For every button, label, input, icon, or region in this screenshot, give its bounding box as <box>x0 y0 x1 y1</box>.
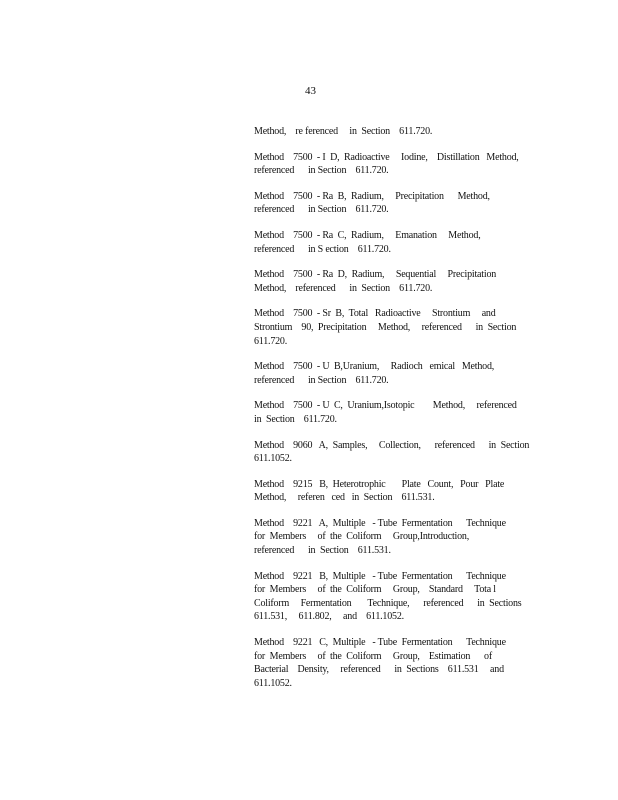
reference-entry <box>254 268 544 295</box>
reference-entry <box>254 439 544 466</box>
reference-entry <box>254 636 544 690</box>
entry-line: Method, referen ced in Section 611.531. <box>254 492 435 504</box>
entry-line: 611.1052. <box>254 453 292 465</box>
entry-line: Method 7500 - Ra D, Radium, Sequential Precipitation <box>254 269 497 281</box>
entry-line: referenced in Section 611.720. <box>254 374 389 386</box>
entry-line: Method 9221 C, Multiple - Tube Fermentation Technique <box>254 637 506 649</box>
reference-entry <box>254 360 544 387</box>
reference-entry <box>254 570 544 624</box>
entry-line: Method 7500 - Sr B, Total Radioactive Strontium and <box>254 308 496 320</box>
entry-line: referenced in S ection 611.720. <box>254 243 391 255</box>
reference-entry <box>254 151 544 178</box>
entry-line: referenced in Section 611.531. <box>254 545 391 557</box>
entry-line: Coliform Fermentation Technique, referenced in Sections <box>254 597 522 609</box>
entry-line: Method 9215 B, Heterotrophic Plate Count, Pour Plate <box>254 478 505 490</box>
entry-line: Method 7500 - U B,Uranium, Radioch emical Method, <box>254 361 495 373</box>
entry-line: Method 7500 - Ra B, Radium, Precipitation Method, <box>254 190 490 202</box>
entry-line: for Members of the Coliform Group, Estimation of <box>254 650 492 662</box>
entry-line: for Members of the Coliform Group,Introduction, <box>254 531 470 543</box>
reference-list <box>254 125 544 702</box>
entry-line: Method 9221 B, Multiple - Tube Fermentation Technique <box>254 570 506 582</box>
entry-line: Method 9221 A, Multiple - Tube Fermentation Technique <box>254 517 506 529</box>
entry-line: Method, referenced in Section 611.720. <box>254 282 433 294</box>
entry-line: Method 7500 - I D, Radioactive Iodine, Distillation Method, <box>254 151 519 163</box>
entry-line: in Section 611.720. <box>254 413 337 425</box>
entry-line: Bacterial Density, referenced in Sections 611.531 and <box>254 664 504 676</box>
entry-line: Method 7500 - U C, Uranium,Isotopic Method, referenced <box>254 400 517 412</box>
entry-line: referenced in Section 611.720. <box>254 204 389 216</box>
entry-line: Strontium 90, Precipitation Method, referenced in Section <box>254 321 517 333</box>
reference-entry <box>254 229 544 256</box>
reference-entry <box>254 125 544 139</box>
entry-line: referenced in Section 611.720. <box>254 165 389 177</box>
entry-line: Method 9060 A, Samples, Collection, referenced in Section <box>254 439 530 451</box>
reference-entry <box>254 307 544 348</box>
entry-line: 611.531, 611.802, and 611.1052. <box>254 611 404 623</box>
reference-entry <box>254 399 544 426</box>
entry-line: for Members of the Coliform Group, Standard Tota l <box>254 584 496 596</box>
page-number: 43 <box>305 85 316 97</box>
entry-line: Method 7500 - Ra C, Radium, Emanation Method, <box>254 229 481 241</box>
reference-entry <box>254 478 544 505</box>
reference-entry <box>254 190 544 217</box>
reference-entry <box>254 517 544 558</box>
entry-line: Method, re ferenced in Section 611.720. <box>254 126 433 137</box>
entry-line: 611.1052. <box>254 677 292 689</box>
entry-line: 611.720. <box>254 335 288 347</box>
